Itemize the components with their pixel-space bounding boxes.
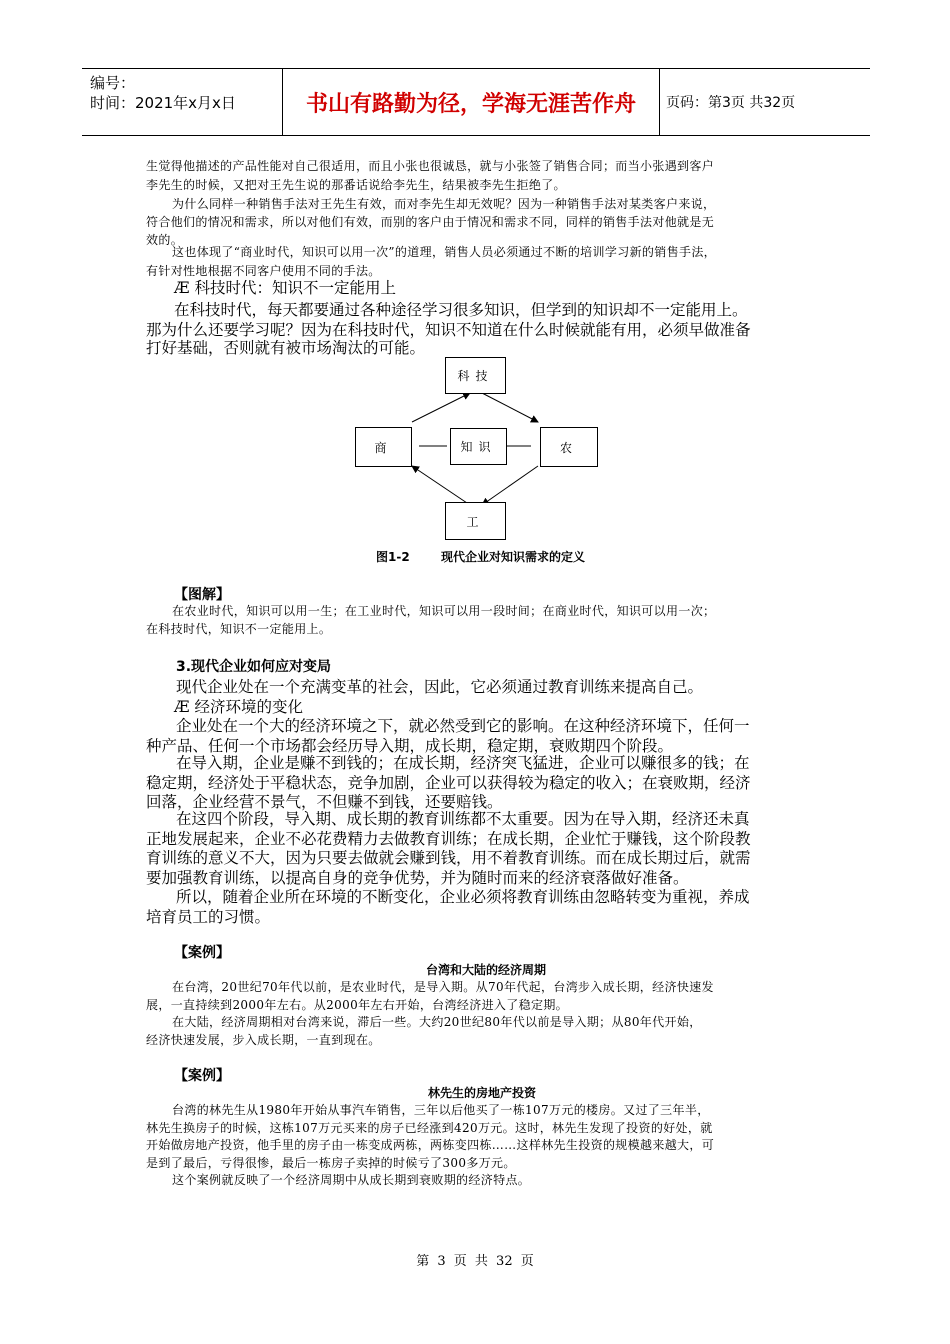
diagram-node-agriculture: 农 xyxy=(540,427,598,467)
body-text-line: 在科技时代，知识不一定能用上。 xyxy=(146,622,332,636)
figure-caption-number: 图1-2 xyxy=(376,550,410,564)
body-text-line: 稳定期，经济处于平稳状态，竞争加剧，企业可以获得较为稳定的收入；在衰败期，经济 xyxy=(146,774,751,792)
body-text-line: 在农业时代，知识可以用一生；在工业时代，知识可以用一段时间；在商业时代，知识可以用一次； xyxy=(172,604,716,618)
doc-number-label: 编号： xyxy=(90,74,136,92)
section-heading-tech: Æ 科技时代：知识不一定能用上 xyxy=(174,279,396,297)
body-text-line: 要加强教育训练，以提高自身的竞争优势，并为随时而来的经济衰落做好准备。 xyxy=(146,869,689,887)
body-text-line: 在导入期，企业是赚不到钱的；在成长期，经济突飞猛进，企业可以赚很多的钱；在 xyxy=(176,754,750,772)
arrow-right-to-bottom xyxy=(482,466,538,505)
body-text-line: 种产品、任何一个市场都会经历导入期，成长期，稳定期，衰败期四个阶段。 xyxy=(146,737,674,755)
body-text-line: 现代企业处在一个充满变革的社会，因此，它必须通过教育训练来提高自己。 xyxy=(176,678,704,696)
body-text-line: 效的。 xyxy=(146,233,184,247)
body-text-line: 在台湾，20世纪70年代以前，是农业时代，是导入期。从70年代起，台湾步入成长期，经济快速发 xyxy=(172,980,714,994)
header-page-info: 页码：第3页 共32页 xyxy=(666,95,796,111)
body-text-line: 有针对性地根据不同客户使用不同的手法。 xyxy=(146,264,381,278)
section3-title: 3.现代企业如何应对变局 xyxy=(176,659,332,675)
case1-title: 台湾和大陆的经济周期 xyxy=(426,963,547,977)
body-text-line: 在这四个阶段，导入期、成长期的教育训练都不太重要。因为在导入期，经济还未真 xyxy=(176,810,750,828)
body-text-line: 企业处在一个大的经济环境之下，就必然受到它的影响。在这种经济环境下，任何一 xyxy=(176,717,750,735)
body-text-line: 台湾的林先生从1980年开始从事汽车销售，三年以后他买了一栋107万元的楼房。又过了三年半， xyxy=(172,1103,710,1117)
header-motto: 书山有路勤为径，学海无涯苦作舟 xyxy=(283,69,660,135)
arrow-bottom-to-left xyxy=(412,466,470,505)
body-text-line: 正地发展起来，企业不必花费精力去做教育训练；在成长期，企业忙于赚钱，这个阶段教 xyxy=(146,830,751,848)
body-text-line: 那为什么还要学习呢？因为在科技时代，知识不知道在什么时候就能有用，必须早做准备 xyxy=(146,321,751,339)
body-text-line: 这个案例就反映了一个经济周期中从成长期到衰败期的经济特点。 xyxy=(172,1173,531,1187)
body-text-line: 是到了最后，亏得很惨，最后一栋房子卖掉的时候亏了300多万元。 xyxy=(146,1156,516,1170)
body-text-line: 李先生的时候，又把对王先生说的那番话说给李先生，结果被李先生拒绝了。 xyxy=(146,178,566,192)
body-text-line: 经济快速发展，步入成长期，一直到现在。 xyxy=(146,1033,381,1047)
body-text-line: 符合他们的情况和需求，所以对他们有效，而别的客户由于情况和需求不同，同样的销售手法对他就是无 xyxy=(146,215,715,229)
body-text-line: 这也体现了“商业时代，知识可以用一次”的道理，销售人员必须通过不断的培训学习新的销售手法， xyxy=(172,245,717,259)
body-text-line: 打好基础，否则就有被市场淘汰的可能。 xyxy=(146,339,426,357)
diagram-node-knowledge: 知识 xyxy=(450,428,507,465)
body-text-line: 林先生换房子的时候，这栋107万元买来的房子已经涨到420万元。这时，林先生发现了投资的好处，就 xyxy=(146,1121,713,1135)
body-text-line: 展，一直持续到2000年左右。从2000年左右开始，台湾经济进入了稳定期。 xyxy=(146,998,569,1012)
diagram-node-tech: 科技 xyxy=(445,357,506,394)
body-text-line: 开始做房地产投资，他手里的房子由一栋变成两栋，两栋变四栋……这样林先生投资的规模越来越大，可 xyxy=(146,1138,715,1152)
section3-subheading: Æ 经济环境的变化 xyxy=(174,698,303,716)
body-text-line: 回落，企业经营不景气，不但赚不到钱，还要赔钱。 xyxy=(146,793,503,811)
page-footer: 第 3 页 共 32 页 xyxy=(416,1254,534,1269)
doc-date-label: 时间：2021年x月x日 xyxy=(90,94,236,112)
diagram-node-commerce: 商 xyxy=(355,427,412,467)
case2-label: 【案例】 xyxy=(174,1068,230,1084)
figure-caption-text: 现代企业对知识需求的定义 xyxy=(441,550,586,564)
body-text-line: 在大陆，经济周期相对台湾来说，滞后一些。大约20世纪80年代以前是导入期；从80年代开始， xyxy=(172,1015,702,1029)
diagram-node-industry: 工 xyxy=(445,502,506,540)
case2-title: 林先生的房地产投资 xyxy=(428,1086,537,1100)
body-text-line: 在科技时代，每天都要通过各种途径学习很多知识，但学到的知识却不一定能用上。 xyxy=(174,301,748,319)
body-text-line: 所以，随着企业所在环境的不断变化，企业必须将教育训练由忽略转变为重视，养成 xyxy=(176,888,750,906)
arrow-top-to-right xyxy=(482,393,538,422)
body-text-line: 生觉得他描述的产品性能对自己很适用，而且小张也很诚恳，就与小张签了销售合同；而当小张遇到客户 xyxy=(146,159,715,173)
body-text-line: 培育员工的习惯。 xyxy=(146,908,271,926)
arrow-left-to-top xyxy=(412,393,470,422)
body-text-line: 育训练的意义不大，因为只要去做就会赚到钱，用不着教育训练。而在成长期过后，就需 xyxy=(146,849,751,867)
knowledge-diagram-arrows xyxy=(0,0,950,560)
body-text-line: 为什么同样一种销售手法对王先生有效，而对李先生却无效呢？因为一种销售手法对某类客户来说， xyxy=(172,197,716,211)
case1-label: 【案例】 xyxy=(174,945,230,961)
explain-title: 【图解】 xyxy=(174,587,230,603)
